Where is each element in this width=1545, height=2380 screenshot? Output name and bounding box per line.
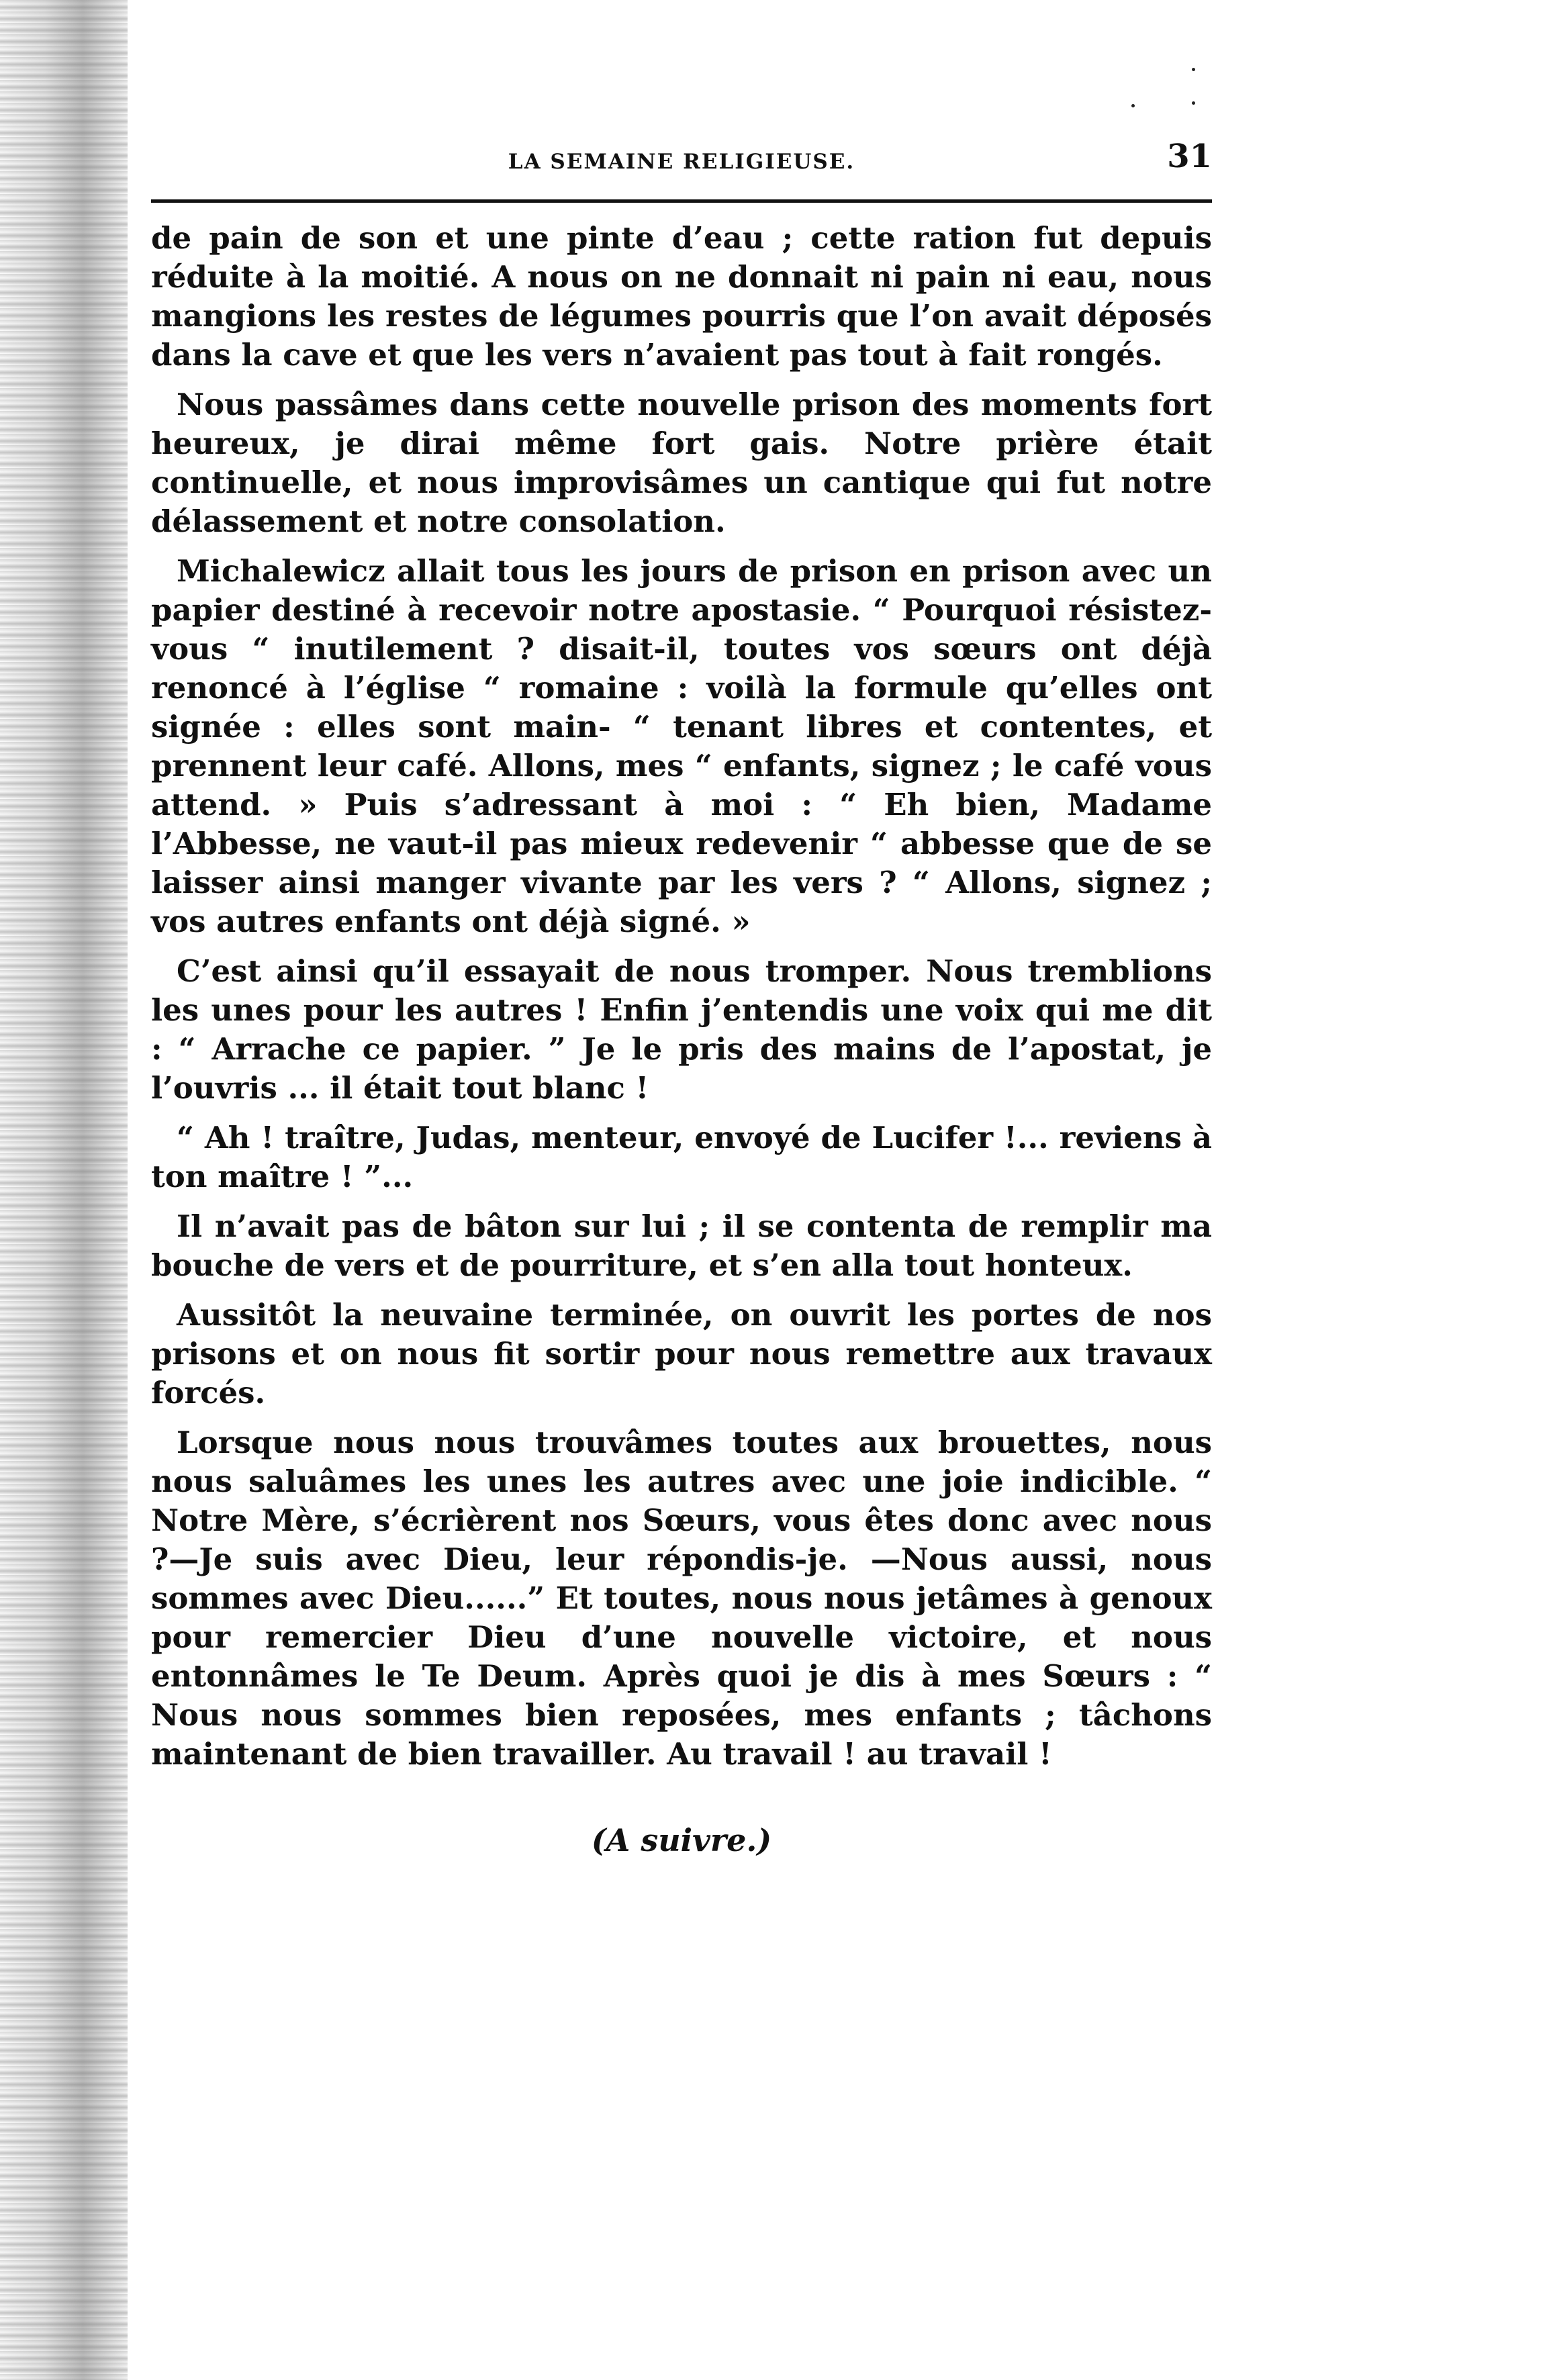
paragraph: Aussitôt la neuvaine terminée, on ouvrit les portes de nos prisons et on nous fit sortir pour nous remettre aux travaux forcés. bbox=[151, 1297, 1212, 1411]
scan-binding-edge bbox=[0, 0, 128, 2380]
scan-speck bbox=[1192, 101, 1195, 105]
article-body bbox=[151, 219, 1212, 1774]
continuation-note: (A suivre.) bbox=[591, 1822, 772, 1858]
paragraph: de pain de son et une pinte d’eau ; cette ration fut depuis réduite à la moitié. A nous on ne donnait ni pain ni eau, nous mangions les restes de légumes pourris que l’on avait déposés dans la cave et que les vers n’avaient pas tout à fait rongés. bbox=[151, 220, 1212, 373]
paragraph: C’est ainsi qu’il essayait de nous tromper. Nous tremblions les unes pour les autres ! Enfin j’entendis une voix qui me dit : “ Arrache ce papier. ” Je le pris des mains de l’apostat, je l’ouvris ... il était tout blanc ! bbox=[151, 953, 1212, 1106]
scan-speck bbox=[1131, 104, 1135, 107]
document-page bbox=[151, 138, 1212, 2152]
paragraph: Il n’avait pas de bâton sur lui ; il se contenta de remplir ma bouche de vers et de pourriture, et s’en alla tout honteux. bbox=[151, 1208, 1212, 1283]
paragraph: Michalewicz allait tous les jours de prison en prison avec un papier destiné à recevoir notre apostasie. “ Pourquoi résistez-vous “ inutilement ? disait-il, toutes vos sœurs ont déjà renoncé à l’église “ romaine : voilà la formule qu’elles ont signée : elles sont main- “ tenant libres et contentes, et prennent leur café. Allons, mes “ enfants, signez ; le café vous attend. » Puis s’adressant à moi : “ Eh bien, Madame l’Abbesse, ne vaut-il pas mieux redevenir “ abbesse que de se laisser ainsi manger vivante par les vers ? “ Allons, signez ; vos autres enfants ont déjà signé. » bbox=[151, 553, 1212, 939]
scan-speck bbox=[1192, 68, 1195, 71]
page-number: 31 bbox=[1167, 138, 1212, 175]
paragraph: Nous passâmes dans cette nouvelle prison des moments fort heureux, je dirai même fort gais. Notre prière était continuelle, et nous improvisâmes un cantique qui fut notre délassement et notre consolation. bbox=[151, 387, 1212, 539]
running-title: LA SEMAINE RELIGIEUSE. bbox=[508, 150, 855, 174]
paragraph: Lorsque nous nous trouvâmes toutes aux brouettes, nous nous saluâmes les unes les autres avec une joie indicible. “ Notre Mère, s’écrièrent nos Sœurs, vous êtes donc avec nous ?—Je suis avec Dieu, leur répondis-je. —Nous aussi, nous sommes avec Dieu......” Et toutes, nous nous jetâmes à genoux pour remercier Dieu d’une nouvelle victoire, et nous entonnâmes le Te Deum. Après quoi je dis à mes Sœurs : “ Nous nous sommes bien reposées, mes enfants ; tâchons maintenant de bien travailler. Au travail ! au travail ! bbox=[151, 1425, 1212, 1772]
paragraph: “ Ah ! traître, Judas, menteur, envoyé de Lucifer !... reviens à ton maître ! ”... bbox=[151, 1120, 1212, 1194]
running-header bbox=[151, 138, 1212, 203]
